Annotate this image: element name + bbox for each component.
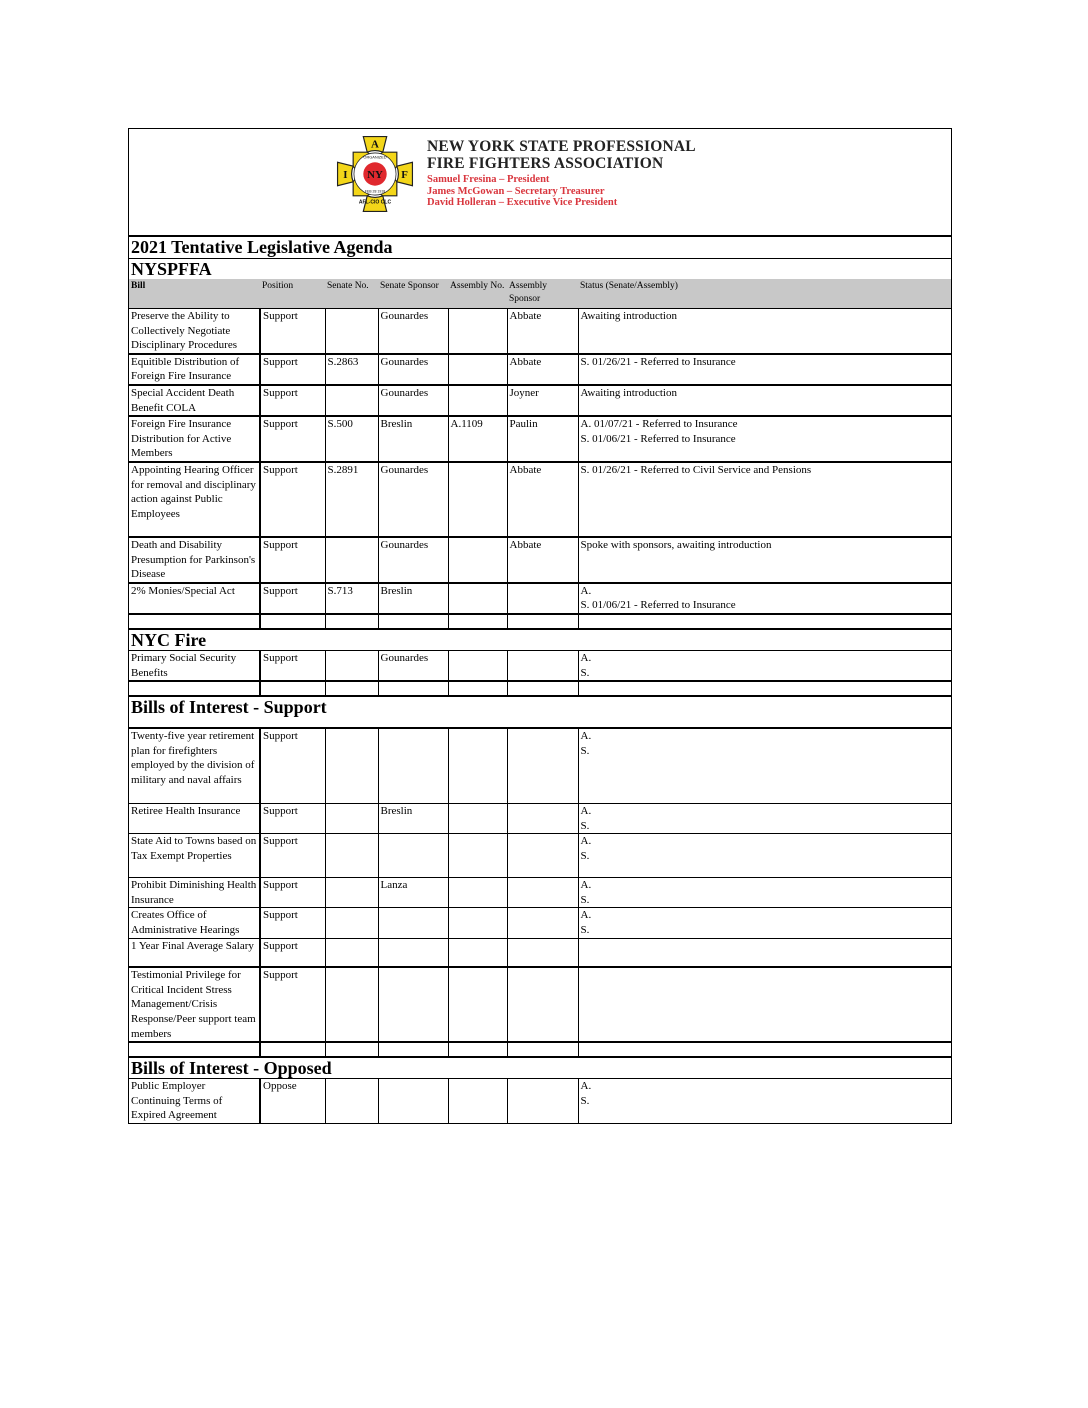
empty-cell bbox=[378, 681, 448, 695]
status-line: A. bbox=[580, 879, 592, 892]
table-row bbox=[129, 729, 951, 804]
cell-senate-no bbox=[325, 537, 378, 583]
cell-senate-sponsor: Breslin bbox=[378, 416, 448, 462]
cell-senate-no bbox=[325, 834, 378, 878]
cell-bill: Testimonial Privilege for Critical Incident Stress Management/Crisis Response/Peer support team members bbox=[129, 967, 260, 1042]
section-heading: NYC Fire bbox=[129, 628, 951, 650]
cell-bill: Special Accident Death Benefit COLA bbox=[129, 385, 260, 416]
cell-position: Support bbox=[260, 416, 325, 462]
status-line: S. bbox=[580, 744, 590, 757]
empty-cell bbox=[578, 681, 951, 695]
cell-status bbox=[578, 967, 951, 1042]
cell-assembly-no bbox=[448, 908, 507, 938]
status-line: A. bbox=[580, 909, 592, 922]
letterhead bbox=[129, 129, 951, 237]
cell-position: Support bbox=[260, 967, 325, 1042]
section-heading: Bills of Interest - Support bbox=[129, 695, 951, 728]
cell-status bbox=[578, 416, 951, 462]
table-row bbox=[129, 385, 951, 416]
empty-cell bbox=[378, 614, 448, 628]
agenda-sections bbox=[129, 259, 951, 1123]
cell-status bbox=[578, 938, 951, 967]
svg-text:FEB 28 1918: FEB 28 1918 bbox=[364, 189, 386, 194]
cell-position: Support bbox=[260, 804, 325, 834]
cell-senate-sponsor: Gounardes bbox=[378, 462, 448, 537]
cell-position: Support bbox=[260, 878, 325, 908]
column-header: Position bbox=[260, 279, 325, 309]
cell-senate-sponsor: Breslin bbox=[378, 583, 448, 614]
cell-senate-sponsor bbox=[378, 834, 448, 878]
cell-status bbox=[578, 834, 951, 878]
section-heading: Bills of Interest - Opposed bbox=[129, 1056, 951, 1078]
cell-position: Support bbox=[260, 537, 325, 583]
cell-assembly-no bbox=[448, 650, 507, 681]
table-row bbox=[129, 1079, 951, 1123]
cell-senate-no bbox=[325, 309, 378, 354]
cell-assembly-no bbox=[448, 537, 507, 583]
empty-cell bbox=[260, 681, 325, 695]
svg-text:ORGANIZED: ORGANIZED bbox=[363, 154, 387, 160]
cell-assembly-no bbox=[448, 385, 507, 416]
cell-position: Support bbox=[260, 462, 325, 537]
svg-text:A: A bbox=[371, 138, 379, 151]
cell-position: Support bbox=[260, 583, 325, 614]
cell-status bbox=[578, 354, 951, 385]
cell-senate-sponsor: Breslin bbox=[378, 804, 448, 834]
cell-assembly-no bbox=[448, 583, 507, 614]
cell-senate-no: S.2863 bbox=[325, 354, 378, 385]
cell-senate-no bbox=[325, 1079, 378, 1123]
status-line: Awaiting introduction bbox=[580, 310, 677, 322]
cell-status bbox=[578, 729, 951, 804]
cell-assembly-no: A.1109 bbox=[448, 416, 507, 462]
status-line: S. bbox=[580, 1094, 590, 1107]
cell-senate-sponsor bbox=[378, 938, 448, 967]
cell-status bbox=[578, 878, 951, 908]
cell-bill: Equitible Distribution of Foreign Fire Insurance bbox=[129, 354, 260, 385]
cell-senate-no bbox=[325, 729, 378, 804]
cell-status bbox=[578, 1079, 951, 1123]
empty-cell bbox=[578, 1042, 951, 1056]
cell-senate-sponsor bbox=[378, 729, 448, 804]
table-header-row bbox=[129, 279, 951, 309]
status-line: S. bbox=[580, 849, 590, 862]
cell-assembly-sponsor bbox=[507, 938, 578, 967]
cell-assembly-no bbox=[448, 834, 507, 878]
cell-position: Support bbox=[260, 729, 325, 804]
cell-assembly-sponsor bbox=[507, 908, 578, 938]
cell-bill: Death and Disability Presumption for Parkinson's Disease bbox=[129, 537, 260, 583]
status-line: A. 01/07/21 - Referred to Insurance bbox=[580, 418, 738, 431]
empty-cell bbox=[129, 681, 260, 695]
status-line: A. bbox=[580, 1080, 592, 1093]
org-name-line1: NEW YORK STATE PROFESSIONAL bbox=[427, 138, 696, 155]
cell-assembly-sponsor: Abbate bbox=[507, 309, 578, 354]
blank-row bbox=[129, 614, 951, 628]
cell-senate-no: S.500 bbox=[325, 416, 378, 462]
cell-senate-sponsor bbox=[378, 967, 448, 1042]
status-line: S. 01/06/21 - Referred to Insurance bbox=[580, 599, 736, 612]
cell-senate-no: S.2891 bbox=[325, 462, 378, 537]
cell-assembly-sponsor bbox=[507, 878, 578, 908]
status-line: A. bbox=[580, 651, 592, 664]
cell-assembly-sponsor bbox=[507, 583, 578, 614]
cell-bill: Foreign Fire Insurance Distribution for Active Members bbox=[129, 416, 260, 462]
status-line: S. bbox=[580, 893, 590, 906]
empty-cell bbox=[507, 614, 578, 628]
cell-position: Support bbox=[260, 834, 325, 878]
empty-cell bbox=[448, 1042, 507, 1056]
legislative-agenda-page bbox=[128, 128, 952, 1124]
cell-senate-no: S.713 bbox=[325, 583, 378, 614]
org-name-line2: FIRE FIGHTERS ASSOCIATION bbox=[427, 155, 664, 172]
cell-assembly-no bbox=[448, 729, 507, 804]
column-header: Senate No. bbox=[325, 279, 378, 309]
cell-status bbox=[578, 804, 951, 834]
officer-president: Samuel Fresina – President bbox=[427, 174, 550, 185]
cell-senate-sponsor: Gounardes bbox=[378, 309, 448, 354]
cell-assembly-no bbox=[448, 309, 507, 354]
status-line: A. bbox=[580, 730, 592, 743]
cell-position: Support bbox=[260, 385, 325, 416]
table-row bbox=[129, 583, 951, 614]
cell-senate-sponsor bbox=[378, 1079, 448, 1123]
cell-bill: State Aid to Towns based on Tax Exempt Properties bbox=[129, 834, 260, 878]
table-row bbox=[129, 309, 951, 354]
table-row bbox=[129, 967, 951, 1042]
cell-bill: 1 Year Final Average Salary bbox=[129, 938, 260, 967]
organization-block bbox=[427, 138, 696, 209]
svg-text:F: F bbox=[401, 168, 408, 181]
table-row bbox=[129, 354, 951, 385]
status-line: A. bbox=[580, 835, 592, 848]
cell-bill: Creates Office of Administrative Hearings bbox=[129, 908, 260, 938]
cell-bill: 2% Monies/Special Act bbox=[129, 583, 260, 614]
table-row bbox=[129, 537, 951, 583]
empty-cell bbox=[578, 614, 951, 628]
section-heading: NYSPFFA bbox=[131, 259, 212, 279]
empty-cell bbox=[448, 681, 507, 695]
table-row bbox=[129, 462, 951, 537]
cell-bill: Prohibit Diminishing Health Insurance bbox=[129, 878, 260, 908]
column-header: Assembly No. bbox=[448, 279, 507, 309]
svg-text:NY: NY bbox=[367, 168, 383, 181]
status-line: A. bbox=[580, 584, 592, 597]
cell-senate-no bbox=[325, 804, 378, 834]
column-header: Status (Senate/Assembly) bbox=[578, 279, 951, 309]
cell-assembly-no bbox=[448, 804, 507, 834]
cell-senate-no bbox=[325, 908, 378, 938]
cell-bill: Appointing Hearing Officer for removal and disciplinary action against Public Employees bbox=[129, 462, 260, 537]
status-line: S. 01/06/21 - Referred to Insurance bbox=[580, 432, 736, 445]
table-row bbox=[129, 804, 951, 834]
cell-senate-no bbox=[325, 650, 378, 681]
cell-position: Oppose bbox=[260, 1079, 325, 1123]
cell-assembly-sponsor bbox=[507, 804, 578, 834]
cell-status bbox=[578, 583, 951, 614]
cell-assembly-sponsor: Abbate bbox=[507, 462, 578, 537]
cell-status bbox=[578, 537, 951, 583]
cell-assembly-sponsor: Paulin bbox=[507, 416, 578, 462]
status-line: Spoke with sponsors, awaiting introduction bbox=[580, 538, 772, 551]
column-header: Bill bbox=[129, 279, 260, 309]
cell-assembly-no bbox=[448, 878, 507, 908]
cell-status bbox=[578, 650, 951, 681]
cell-assembly-sponsor bbox=[507, 967, 578, 1042]
cell-senate-no bbox=[325, 878, 378, 908]
svg-text:AFL-CIO CLC: AFL-CIO CLC bbox=[358, 199, 392, 206]
cell-assembly-sponsor: Abbate bbox=[507, 354, 578, 385]
empty-cell bbox=[325, 1042, 378, 1056]
cell-senate-sponsor: Lanza bbox=[378, 878, 448, 908]
cell-assembly-no bbox=[448, 462, 507, 537]
cell-position: Support bbox=[260, 354, 325, 385]
bills-table bbox=[129, 279, 951, 628]
cell-senate-sponsor: Gounardes bbox=[378, 385, 448, 416]
cell-bill: Public Employer Continuing Terms of Expired Agreement bbox=[129, 1079, 260, 1123]
cell-assembly-sponsor bbox=[507, 834, 578, 878]
status-line: S. 01/26/21 - Referred to Civil Service and Pensions bbox=[580, 463, 812, 476]
bills-table bbox=[129, 728, 951, 1056]
officer-secretary-treasurer: James McGowan – Secretary Treasurer bbox=[427, 185, 605, 197]
cell-senate-sponsor bbox=[378, 908, 448, 938]
cell-assembly-no bbox=[448, 967, 507, 1042]
empty-cell bbox=[507, 681, 578, 695]
cell-senate-no bbox=[325, 385, 378, 416]
status-line: Awaiting introduction bbox=[580, 386, 677, 399]
cell-assembly-sponsor: Abbate bbox=[507, 537, 578, 583]
cell-status bbox=[578, 309, 951, 354]
column-header: Senate Sponsor bbox=[378, 279, 448, 309]
bills-table bbox=[129, 1078, 951, 1123]
officers-list bbox=[427, 174, 696, 209]
table-row bbox=[129, 834, 951, 878]
agenda-title: 2021 Tentative Legislative Agenda bbox=[129, 237, 951, 259]
officer-executive-vice-president: David Holleran – Executive Vice President bbox=[427, 197, 618, 208]
cell-position: Support bbox=[260, 908, 325, 938]
table-row bbox=[129, 878, 951, 908]
cell-senate-sponsor: Gounardes bbox=[378, 537, 448, 583]
empty-cell bbox=[378, 1042, 448, 1056]
table-row bbox=[129, 416, 951, 462]
column-header: Assembly Sponsor bbox=[507, 279, 578, 309]
blank-row bbox=[129, 1042, 951, 1056]
status-line: S. bbox=[580, 666, 590, 679]
cell-assembly-sponsor bbox=[507, 650, 578, 681]
blank-row bbox=[129, 681, 951, 695]
cell-status bbox=[578, 908, 951, 938]
iaff-logo-icon bbox=[336, 135, 414, 213]
table-row bbox=[129, 908, 951, 938]
cell-assembly-no bbox=[448, 354, 507, 385]
cell-position: Support bbox=[260, 309, 325, 354]
status-line: S. bbox=[580, 819, 590, 832]
cell-position: Support bbox=[260, 938, 325, 967]
cell-senate-no bbox=[325, 938, 378, 967]
cell-bill: Primary Social Security Benefits bbox=[129, 650, 260, 681]
empty-cell bbox=[448, 614, 507, 628]
empty-cell bbox=[129, 614, 260, 628]
cell-bill: Twenty-five year retirement plan for firefighters employed by the division of military and naval affairs bbox=[129, 729, 260, 804]
cell-senate-no bbox=[325, 967, 378, 1042]
empty-cell bbox=[260, 614, 325, 628]
cell-assembly-no bbox=[448, 1079, 507, 1123]
cell-assembly-no bbox=[448, 938, 507, 967]
cell-position: Support bbox=[260, 650, 325, 681]
empty-cell bbox=[507, 1042, 578, 1056]
cell-bill: Retiree Health Insurance bbox=[129, 804, 260, 834]
empty-cell bbox=[325, 681, 378, 695]
table-row bbox=[129, 650, 951, 681]
svg-text:I: I bbox=[343, 168, 348, 181]
cell-status bbox=[578, 385, 951, 416]
cell-bill: Preserve the Ability to Collectively Negotiate Disciplinary Procedures bbox=[129, 309, 260, 354]
status-line: S. bbox=[580, 924, 590, 937]
bills-table bbox=[129, 650, 951, 695]
cell-senate-sponsor: Gounardes bbox=[378, 650, 448, 681]
cell-assembly-sponsor bbox=[507, 1079, 578, 1123]
cell-assembly-sponsor: Joyner bbox=[507, 385, 578, 416]
cell-status bbox=[578, 462, 951, 537]
empty-cell bbox=[260, 1042, 325, 1056]
status-line: A. bbox=[580, 805, 592, 818]
empty-cell bbox=[129, 1042, 260, 1056]
table-row bbox=[129, 938, 951, 967]
cell-assembly-sponsor bbox=[507, 729, 578, 804]
empty-cell bbox=[325, 614, 378, 628]
status-line: S. 01/26/21 - Referred to Insurance bbox=[580, 355, 736, 368]
cell-senate-sponsor: Gounardes bbox=[378, 354, 448, 385]
